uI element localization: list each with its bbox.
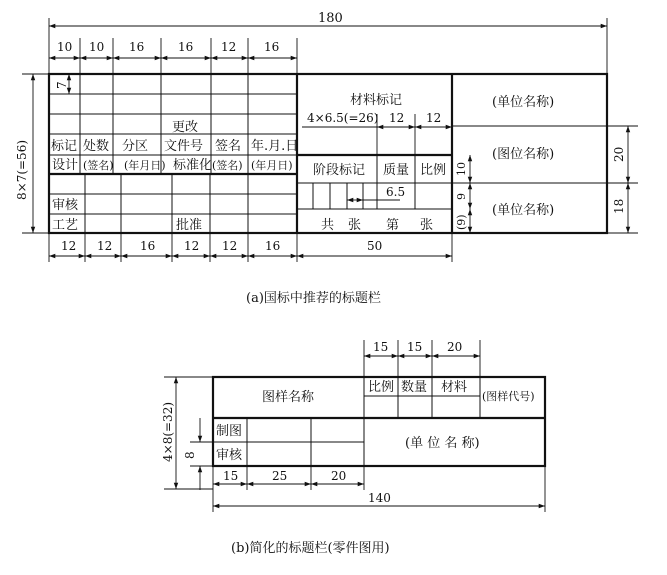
dims-top — [49, 38, 297, 74]
dim-b-row: 8 — [183, 451, 197, 459]
dim-bottom-1: 12 — [97, 239, 113, 253]
dims-bottom-b — [213, 466, 545, 512]
dim-top-5: 16 — [264, 40, 280, 54]
biaozhunhua-sign: (签名) — [212, 159, 243, 172]
material-label-b: 材料 — [441, 380, 468, 395]
dim-10-label: 10 — [455, 162, 468, 176]
gengai-label: 更改 — [172, 120, 199, 135]
dim-12b-label: 12 — [426, 111, 442, 125]
sheji-date: (年月日) — [124, 159, 166, 172]
header-chushu: 处数 — [83, 139, 110, 154]
dim-b-bottom-1: 25 — [272, 469, 288, 483]
right-area — [452, 95, 638, 233]
sheji-label: 设计 — [52, 158, 79, 173]
drawing-name-b: 图样名称 — [262, 390, 315, 405]
sheets-gong: 共 — [321, 218, 335, 233]
caption-b: (b)简化的标题栏(零件图用) — [231, 541, 390, 556]
unit-name-b: (单 位 名 称) — [405, 436, 480, 451]
dim-top-2: 16 — [129, 40, 145, 54]
dim-top-3: 16 — [178, 40, 194, 54]
gongyi-label: 工艺 — [52, 218, 79, 233]
shenhe-label-b: 审核 — [216, 448, 243, 463]
material-label: 材料标记 — [350, 93, 403, 108]
dim-bottom-3: 12 — [184, 239, 200, 253]
biaozhunhua-label: 标准化 — [173, 158, 213, 173]
header-fenqu: 分区 — [122, 139, 149, 154]
caption-a: (a)国标中推荐的标题栏 — [246, 291, 381, 306]
dims-left-b — [161, 377, 213, 490]
sheets-zhang2: 张 — [420, 218, 434, 233]
sheets-di: 第 — [386, 218, 400, 233]
dim-b-top-1: 15 — [407, 340, 423, 354]
dims-bottom — [49, 233, 452, 262]
dim-top-0: 10 — [57, 40, 73, 54]
dim-9-label: 9 — [455, 193, 468, 200]
dim-65-label: 6.5 — [386, 185, 406, 199]
dim-b-top-2: 20 — [447, 340, 463, 354]
pizhun-label: 批准 — [176, 218, 203, 233]
shenhe-label: 审核 — [52, 198, 79, 213]
dim-20-label: 20 — [612, 146, 626, 162]
dim-bottom-6: 50 — [367, 239, 383, 253]
middle-area — [297, 74, 470, 233]
unit-name-2: (单位名称) — [492, 203, 555, 218]
biaozhunhua-date: (年月日) — [251, 159, 293, 172]
sheets-zhang1: 张 — [348, 218, 362, 233]
header-qianming: 签名 — [215, 139, 242, 154]
dim-bottom-2: 16 — [140, 239, 156, 253]
qty-label-b: 数量 — [401, 380, 428, 395]
header-biaoji: 标记 — [51, 139, 78, 154]
unit-name-1: (单位名称) — [492, 95, 555, 110]
dim-bottom-5: 16 — [265, 239, 281, 253]
dim-b-top-0: 15 — [373, 340, 389, 354]
figure-a — [15, 11, 638, 306]
dim-top-4: 12 — [221, 40, 237, 54]
dim-b-height: 4×8(=32) — [161, 401, 175, 462]
dim-b-bottom-2: 20 — [331, 469, 347, 483]
dim-row-label: 7 — [55, 81, 69, 89]
scale-label: 比例 — [420, 163, 447, 178]
zhitu-label: 制图 — [216, 424, 243, 439]
drawing-code-b: (图样代号) — [482, 390, 535, 403]
dim-top-1: 10 — [89, 40, 105, 54]
dim-b-bottom-0: 15 — [223, 469, 239, 483]
header-wenjianhao: 文件号 — [164, 139, 204, 154]
dim-9p-label: (9) — [455, 214, 468, 230]
dim-total-label: 180 — [318, 11, 343, 26]
dim-cols-label: 4×6.5(=26) — [307, 111, 379, 125]
header-nianyueri: 年.月.日 — [251, 139, 299, 154]
figure-b — [161, 340, 545, 556]
scale-label-b: 比例 — [368, 380, 395, 395]
dim-12a-label: 12 — [389, 111, 405, 125]
sheji-sign: (签名) — [83, 159, 114, 172]
dim-bottom-4: 12 — [222, 239, 238, 253]
dim-18-label: 18 — [612, 198, 626, 214]
stage-label: 阶段标记 — [313, 163, 366, 178]
dim-height-label: 8×7(=56) — [15, 139, 29, 200]
dim-bottom-0: 12 — [61, 239, 77, 253]
mass-label: 质量 — [383, 163, 410, 178]
drawing-name: (图位名称) — [492, 147, 555, 162]
dim-b-total: 140 — [368, 491, 391, 505]
revision-area — [49, 74, 298, 233]
dims-top-b — [364, 340, 480, 377]
